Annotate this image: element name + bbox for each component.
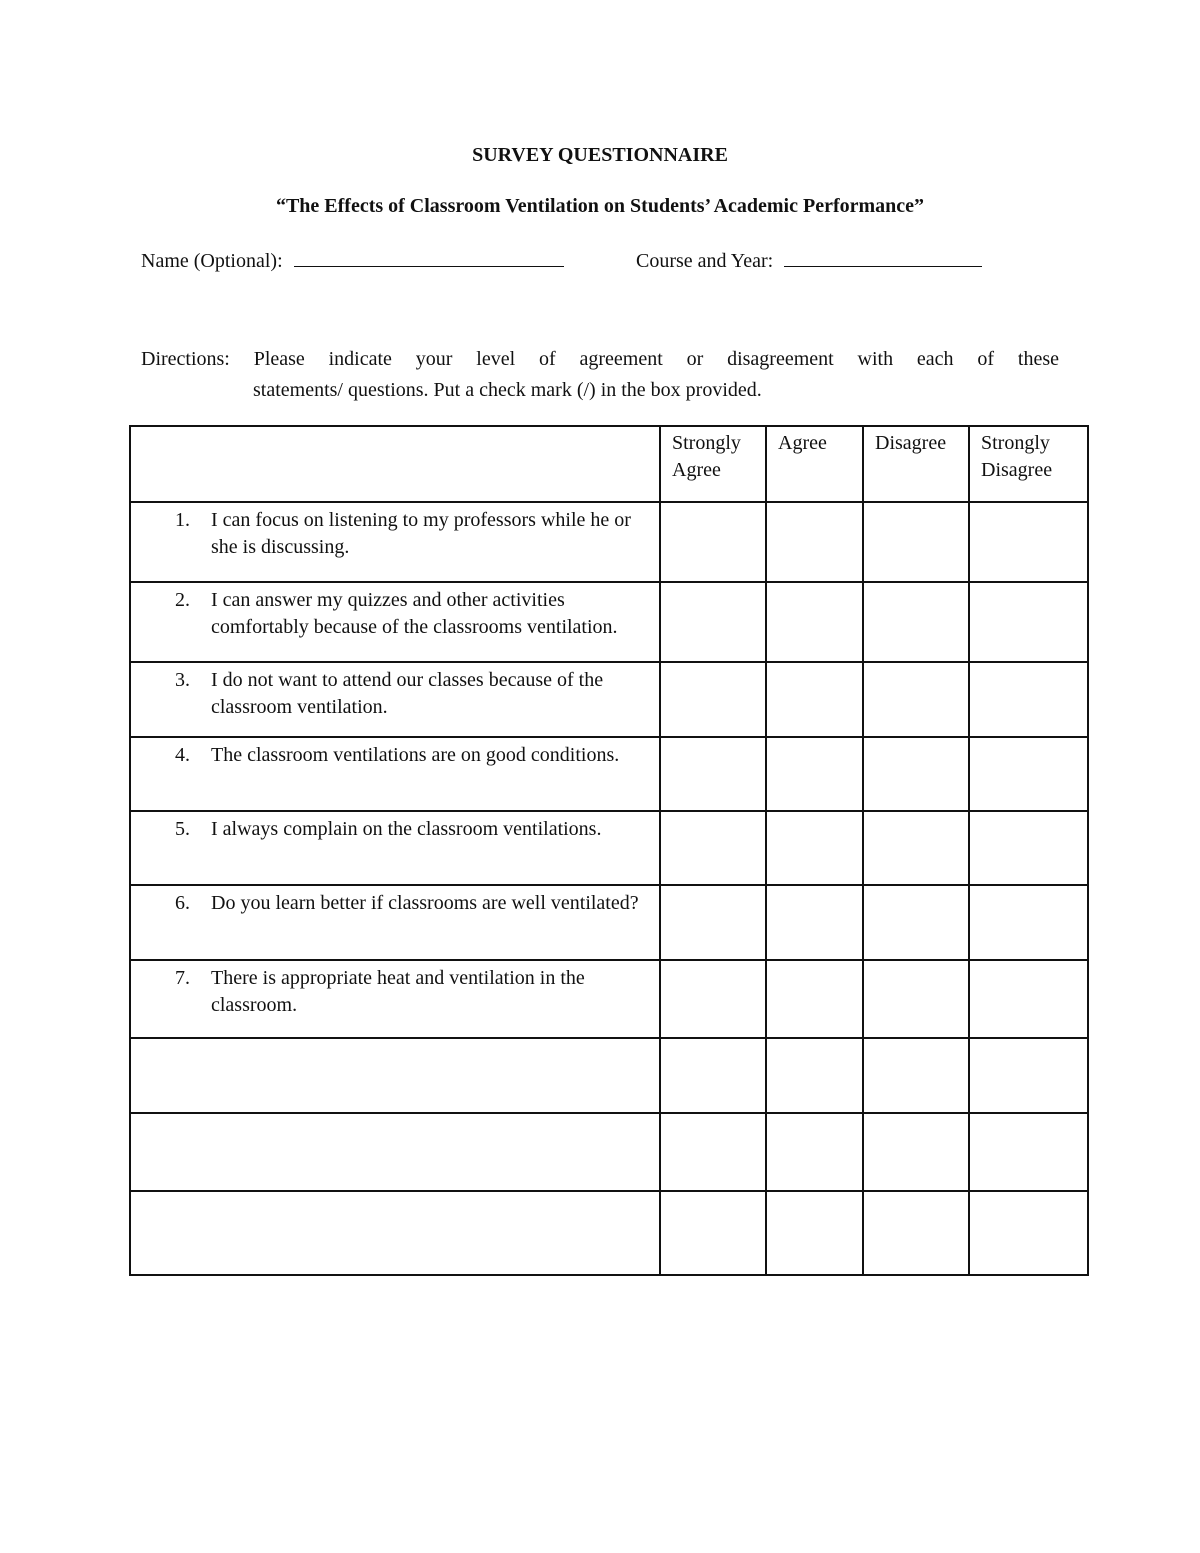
directions bbox=[141, 344, 1059, 406]
disagree-checkbox[interactable] bbox=[863, 662, 969, 737]
course-field-blank[interactable] bbox=[784, 244, 982, 267]
statement-text: I do not want to attend our classes because of the classroom ventilation. bbox=[211, 669, 604, 718]
statement-text: I always complain on the classroom ventilations. bbox=[211, 818, 602, 840]
statement bbox=[131, 583, 659, 641]
statement-cell bbox=[130, 737, 660, 811]
strongly-agree-checkbox[interactable] bbox=[660, 885, 766, 960]
strongly-agree-checkbox[interactable] bbox=[660, 502, 766, 582]
agree-checkbox[interactable] bbox=[766, 662, 863, 737]
strongly-agree-checkbox bbox=[660, 1038, 766, 1113]
directions-word: each bbox=[916, 348, 954, 370]
name-field-row bbox=[141, 244, 564, 273]
strongly-disagree-checkbox[interactable] bbox=[969, 960, 1088, 1038]
statement-text: I can answer my quizzes and other activities comfortably because of the classrooms ventilation. bbox=[211, 589, 618, 638]
blank-row bbox=[130, 1191, 1088, 1275]
agree-checkbox[interactable] bbox=[766, 811, 863, 885]
agree-checkbox bbox=[766, 1113, 863, 1191]
strongly-agree-checkbox bbox=[660, 1113, 766, 1191]
directions-word: Please bbox=[253, 348, 305, 370]
header-agree: Agree bbox=[766, 426, 863, 502]
header-strongly-agree: Strongly Agree bbox=[660, 426, 766, 502]
name-field-label: Name (Optional): bbox=[141, 250, 283, 272]
statement-cell bbox=[130, 1113, 660, 1191]
agree-checkbox[interactable] bbox=[766, 582, 863, 662]
statement-number: 5. bbox=[175, 818, 190, 840]
statement-row bbox=[130, 582, 1088, 662]
strongly-disagree-checkbox[interactable] bbox=[969, 737, 1088, 811]
statement-row bbox=[130, 502, 1088, 582]
course-field-label: Course and Year: bbox=[636, 250, 774, 272]
statement bbox=[131, 503, 659, 561]
statement-text: Do you learn better if classrooms are well ventilated? bbox=[211, 892, 639, 914]
directions-label: Directions: bbox=[141, 348, 230, 370]
agree-checkbox bbox=[766, 1191, 863, 1275]
statement-text: There is appropriate heat and ventilation in the classroom. bbox=[211, 967, 585, 1016]
disagree-checkbox[interactable] bbox=[863, 811, 969, 885]
statement-cell bbox=[130, 811, 660, 885]
statement-cell bbox=[130, 885, 660, 960]
strongly-agree-checkbox[interactable] bbox=[660, 960, 766, 1038]
statement-row bbox=[130, 811, 1088, 885]
agree-checkbox[interactable] bbox=[766, 502, 863, 582]
document-subtitle: “The Effects of Classroom Ventilation on Students’ Academic Performance” bbox=[275, 195, 925, 217]
statement-cell bbox=[130, 1191, 660, 1275]
header-strongly-disagree: Strongly Disagree bbox=[969, 426, 1088, 502]
disagree-checkbox bbox=[863, 1191, 969, 1275]
disagree-checkbox[interactable] bbox=[863, 737, 969, 811]
directions-word: level bbox=[476, 348, 516, 370]
statement-cell bbox=[130, 960, 660, 1038]
statement-text: I can focus on listening to my professors while he or she is discussing. bbox=[211, 509, 631, 558]
strongly-disagree-checkbox bbox=[969, 1113, 1088, 1191]
directions-word: or bbox=[686, 348, 704, 370]
strongly-disagree-checkbox bbox=[969, 1191, 1088, 1275]
statement bbox=[131, 886, 659, 917]
directions-word: disagreement bbox=[727, 348, 834, 370]
agree-checkbox[interactable] bbox=[766, 885, 863, 960]
statement-number: 4. bbox=[175, 744, 190, 766]
strongly-disagree-checkbox[interactable] bbox=[969, 885, 1088, 960]
strongly-agree-checkbox bbox=[660, 1191, 766, 1275]
survey-table bbox=[129, 425, 1089, 1276]
agree-checkbox bbox=[766, 1038, 863, 1113]
document-title: SURVEY QUESTIONNAIRE bbox=[472, 144, 728, 166]
blank-row bbox=[130, 1113, 1088, 1191]
directions-line-1 bbox=[141, 344, 1059, 375]
blank-row bbox=[130, 1038, 1088, 1113]
strongly-disagree-checkbox[interactable] bbox=[969, 811, 1088, 885]
course-field-row bbox=[636, 244, 982, 273]
disagree-checkbox[interactable] bbox=[863, 960, 969, 1038]
disagree-checkbox bbox=[863, 1038, 969, 1113]
statement-cell bbox=[130, 662, 660, 737]
strongly-disagree-checkbox[interactable] bbox=[969, 582, 1088, 662]
statement-cell bbox=[130, 502, 660, 582]
agree-checkbox[interactable] bbox=[766, 960, 863, 1038]
statement-number: 7. bbox=[175, 967, 190, 989]
statement-number: 6. bbox=[175, 892, 190, 914]
directions-word: your bbox=[415, 348, 453, 370]
disagree-checkbox[interactable] bbox=[863, 502, 969, 582]
directions-word: of bbox=[538, 348, 556, 370]
strongly-disagree-checkbox[interactable] bbox=[969, 502, 1088, 582]
statement-cell bbox=[130, 1038, 660, 1113]
strongly-agree-checkbox[interactable] bbox=[660, 662, 766, 737]
header-disagree: Disagree bbox=[863, 426, 969, 502]
disagree-checkbox bbox=[863, 1113, 969, 1191]
strongly-disagree-checkbox[interactable] bbox=[969, 662, 1088, 737]
header-row bbox=[130, 426, 1088, 502]
strongly-disagree-checkbox bbox=[969, 1038, 1088, 1113]
statement bbox=[131, 663, 659, 721]
statement bbox=[131, 961, 659, 1019]
disagree-checkbox[interactable] bbox=[863, 582, 969, 662]
statement-number: 3. bbox=[175, 669, 190, 691]
statement-number: 2. bbox=[175, 589, 190, 611]
directions-word: with bbox=[857, 348, 894, 370]
strongly-agree-checkbox[interactable] bbox=[660, 811, 766, 885]
name-field-blank[interactable] bbox=[294, 244, 564, 267]
statement-text: The classroom ventilations are on good conditions. bbox=[211, 744, 620, 766]
statement-row bbox=[130, 885, 1088, 960]
directions-word: agreement bbox=[579, 348, 663, 370]
header-blank-cell bbox=[130, 426, 660, 502]
statement-number: 1. bbox=[175, 509, 190, 531]
statement bbox=[131, 812, 659, 843]
strongly-agree-checkbox[interactable] bbox=[660, 737, 766, 811]
statement-cell bbox=[130, 582, 660, 662]
directions-word: these bbox=[1017, 348, 1059, 370]
statement-row bbox=[130, 737, 1088, 811]
statement-row bbox=[130, 960, 1088, 1038]
statement-row bbox=[130, 662, 1088, 737]
directions-word: of bbox=[977, 348, 995, 370]
disagree-checkbox[interactable] bbox=[863, 885, 969, 960]
strongly-agree-checkbox[interactable] bbox=[660, 582, 766, 662]
directions-line-2: statements/ questions. Put a check mark (/) in the box provided. bbox=[253, 379, 762, 401]
directions-word: indicate bbox=[328, 348, 392, 370]
statement bbox=[131, 738, 659, 769]
agree-checkbox[interactable] bbox=[766, 737, 863, 811]
